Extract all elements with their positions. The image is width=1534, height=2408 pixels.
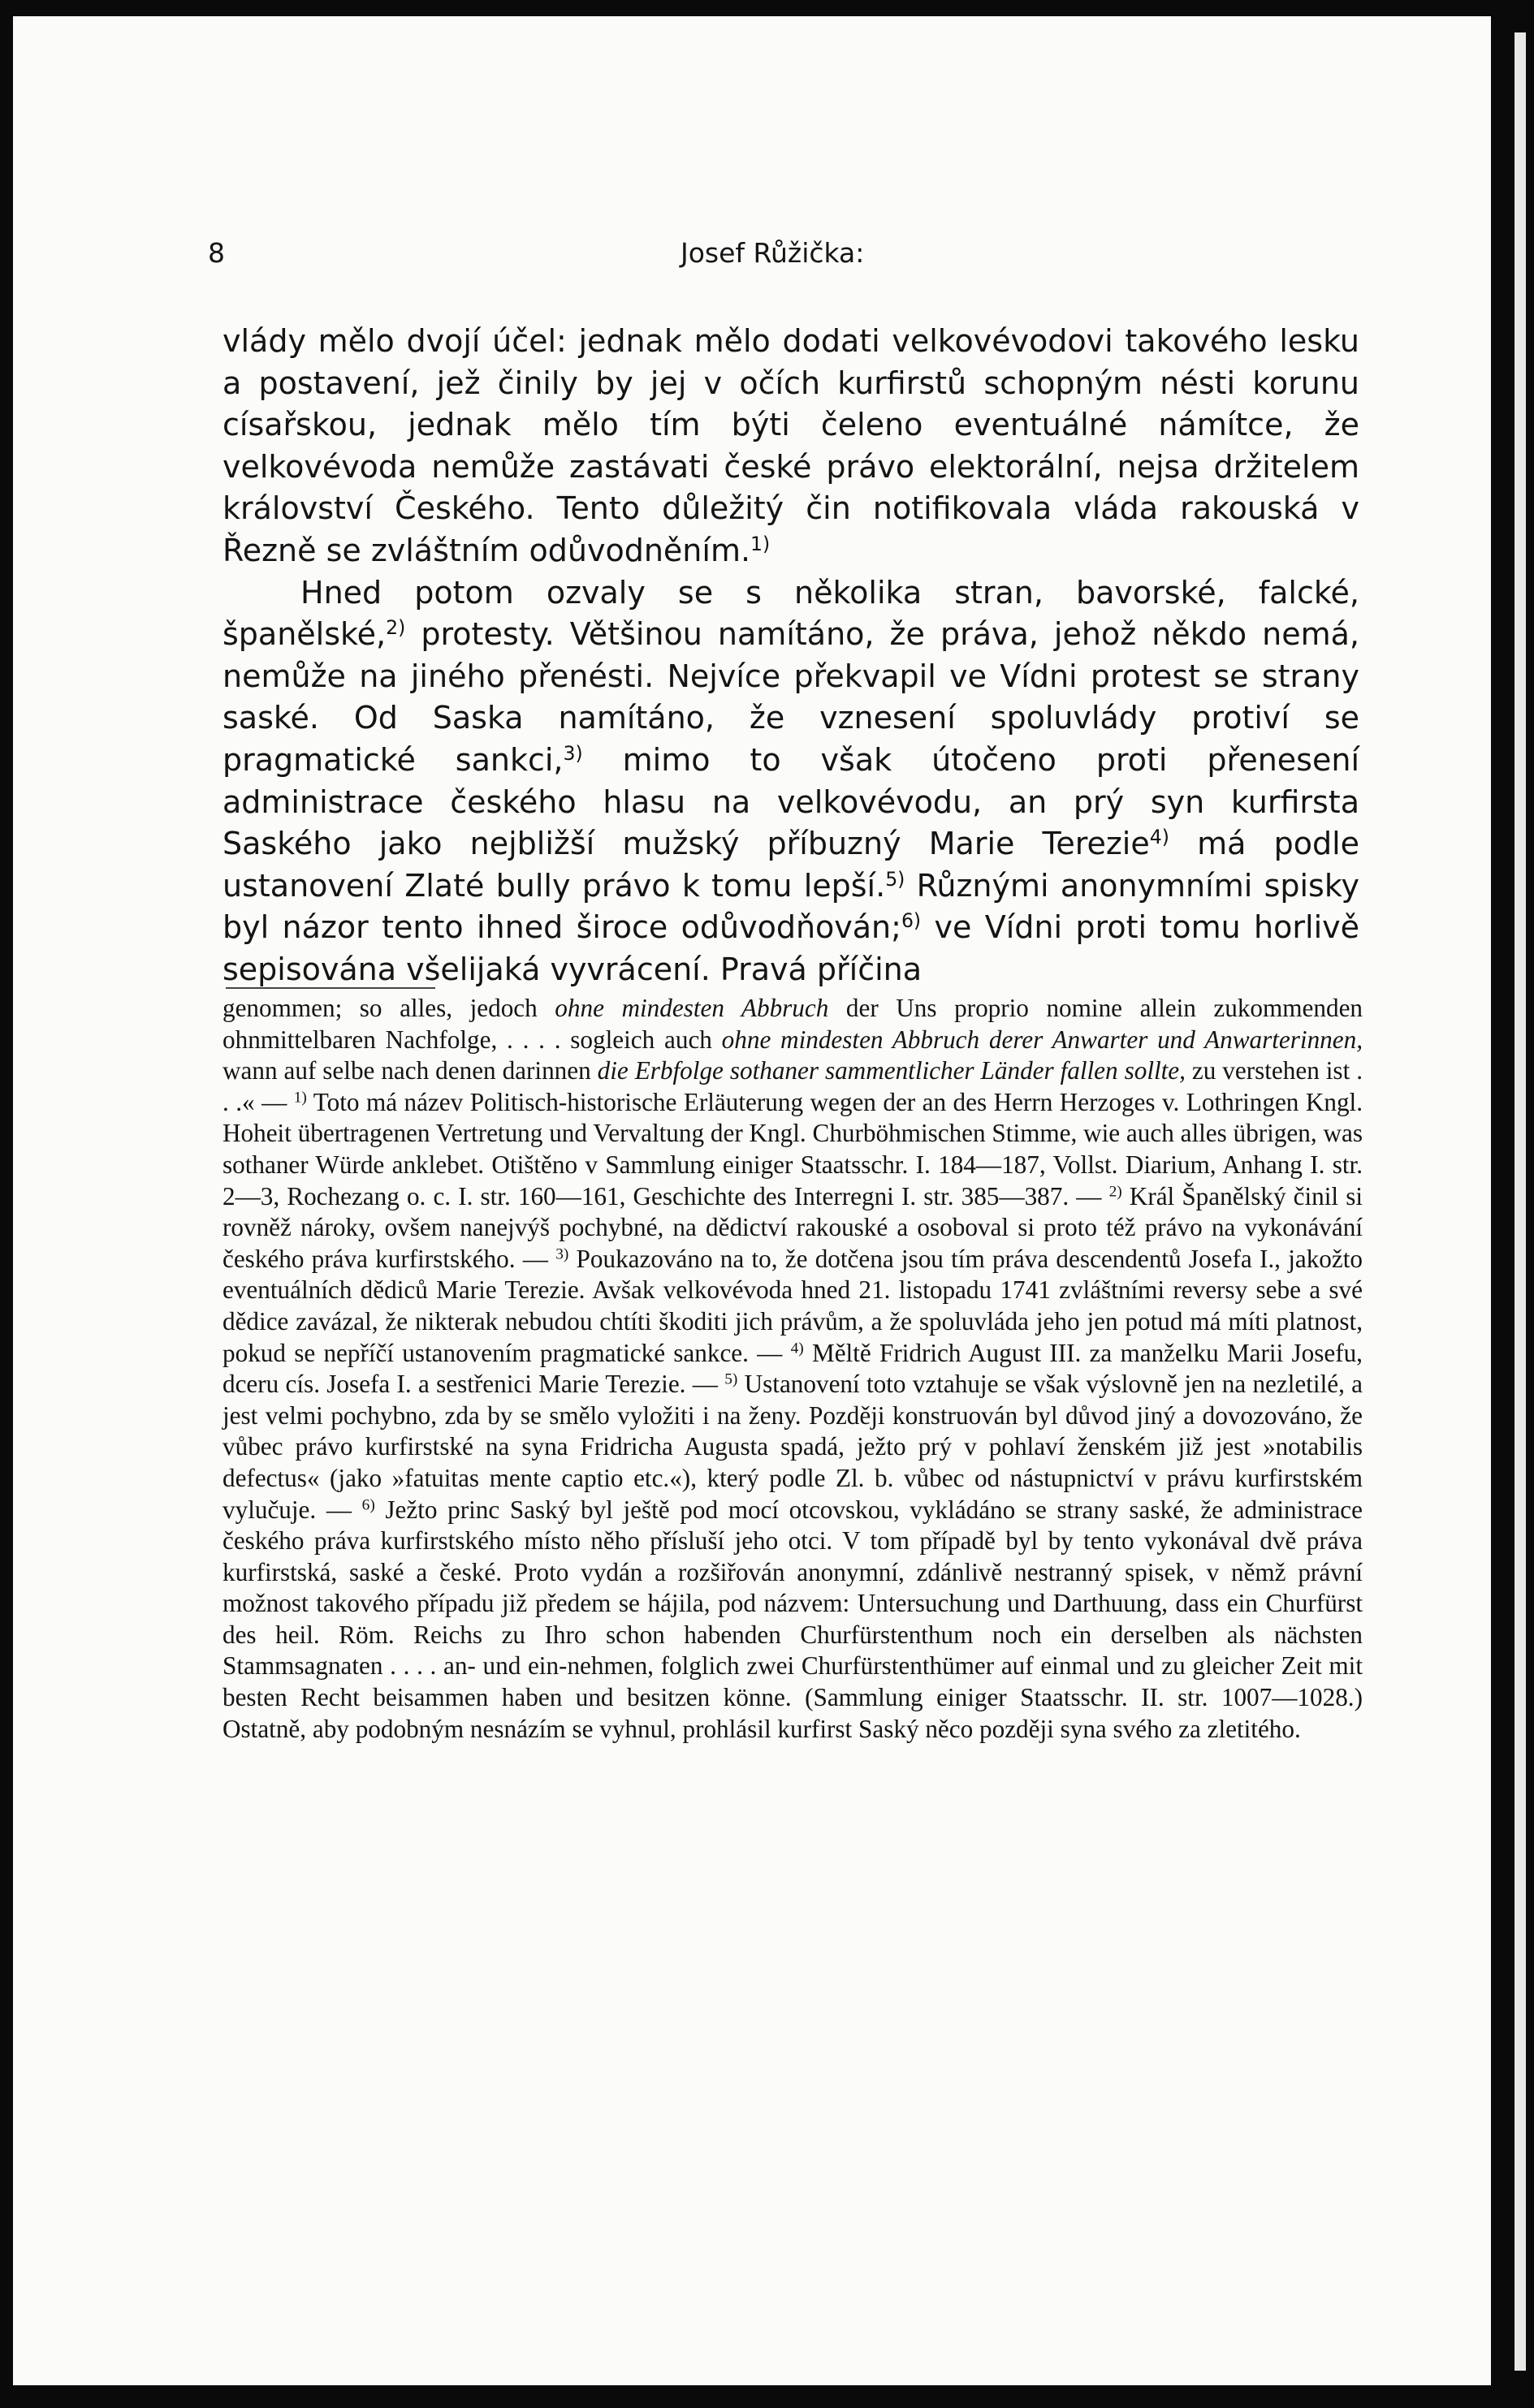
footnote-ref-5: 5) [885,867,905,891]
scan-edge-bar [1515,32,1526,2371]
footnote-6-mark: 6) [361,1495,375,1513]
footnote-ref-2: 2) [386,616,406,640]
page-number: 8 [208,237,225,269]
footnote-ref-6: 6) [901,909,922,933]
book-page [13,16,1491,2385]
footnotes-text: genommen; so alles, jedoch ohne mindesten Abbruch der Uns proprio nomine allein zukommenden ohnmittelbaren Nachfolge, . . . . sogleich auch ohne mindesten Abbruch derer Anwarter und Anwarterinnen, wann auf selbe nach denen darinnen die Erbfolge sothaner sammentlicher Länder fallen sollte, zu verstehen ist . . .« — $^{1)}$ Toto má název Politisch-historische Erläuterung wegen der an des Herrn Herzoges v. Lothringen Kngl. Hoheit übertragenen Vertretung und Vervaltung der Kngl. Churböhmischen Stimme, wie auch alles übrigen, was sothaner Würde anklebet. Otištěno v Sammlung einiger Staatsschr. I. 184—187, Vollst. Diarium, Anhang I. str. 2—3, Rochezang o. c. I. str. 160—161, Geschichte des Interregni I. str. 385—387. — $^{2)}$ Král Španělský činil si rovněž nároky, ovšem nanejvýš pochybné, na dědictví rakouské a osoboval si proto též právo na vykonávání českého práva kurfirstského. — $^{3)}$ Poukazováno na to, že dotčena jsou tím práva descendentů Josefa I., jakožto eventuálních dědiců Marie Terezie. Avšak velkovévoda hned 21. listopadu 1741 zvláštními reversy sebe a své dědice zavázal, že nikterak nebudou chtíti škoditi jich právům, a že spoluvláda jeho jen potud má míti platnost, pokud se nepříčí ustanovením pragmatické sankce. — $^{4)}$ Měltě Fridrich August III. za manželku Marii Josefu, dceru cís. Josefa I. a sestřenici Marie Terezie. — $^{5)}$ Ustanovení toto vztahuje se však výslovně jen na nezletilé, a jest velmi pochybno, zda by se smělo vyložiti i na ženy. Později konstruován byl důvod jiný a dovozováno, že vůbec právo kurfirstské na syna Fridricha Augusta spadá, ježto prý v pohlaví ženském již jest »notabilis defectus« (jako »fatuitas mente captio etc.«), který podle Zl. b. vůbec od nástupnictví v právu kurfirstském vylučuje. — $^{6)}$ Ježto princ Saský byl ještě pod mocí otcovskou, vykládáno se strany saské, že administrace českého práva kurfirstského místo něho přísluší jeho otci. V tom případě byl by tento vykonával dvě práva kurfirstská, saské a české. Proto vydán a rozšiřován anonymní, zdánlivě nestranný spisek, v němž právní možnost takového případu již předem se hájila, pod názvem: Untersuchung und Darthuung, dass ein Churfürst des heil. Röm. Reichs zu Ihro schon habenden Churfürstenthum noch ein derselben als nächsten Stammsagnaten . . . . an- und ein-nehmen, folglich zwei Churfürstenthümer auf einmal und zu gleicher Zeit mit besten Recht beisammen haben und besitzen könne. (Sammlung einiger Staatsschr. II. str. 1007—1028.) Ostatně, aby podobným nesnázím se vyhnul, prohlásil kurfirst Saský něco později syna svého za zletitého. [223,994,1363,1743]
footnote-3-mark: 3) [555,1245,569,1263]
footnote-1-mark: 1) [293,1089,307,1107]
footnote-divider [226,987,435,989]
footnote-4-mark: 4) [790,1339,804,1357]
paragraph-1: vlády mělo dvojí účel: jednak mělo dodati velkovévodovi takového lesku a postavení, jež činily by jej v očích kurfirstů schopným nésti korunu císařskou, jednak mělo tím býti čeleno eventuálné námítce, že velkovévoda nemůže zastávati české právo elektorální, nejsa držitelem království Českého. Tento důležitý čin notifikovala vláda rakouská v Řezně se zvláštním odůvodněním.$^{1)}$ [223,323,1359,568]
running-title: Josef Růžička: [681,237,865,269]
footnote-ref-3: 3) [563,741,583,765]
scan-edge [1506,0,1534,2408]
footnote-ref-1: 1) [750,533,771,556]
footnote-5-mark: 5) [724,1370,738,1388]
footnotes [223,993,1363,1745]
footnote-ref-4: 4) [1149,826,1169,849]
paragraph-2: Hned potom ozvaly se s několika stran, bavorské, falcké, španělské,$^{2)}$ protesty. Většinou namítáno, že práva, jehož někdo nemá, nemůže na jiného přenésti. Nejvíce překvapil ve Vídni protest se strany saské. Od Saska namítáno, že vznesení spoluvlády protiví se pragmatické sankci,$^{3)}$ mimo to však útočeno proti přenesení administrace českého hlasu na velkovévodu, an prý syn kurfirsta Saského jako nejbližší mužský příbuzný Marie Terezie$^{4)}$ má podle ustanovení Zlaté bully právo k tomu lepší.$^{5)}$ Různými anonymními spisky byl názor tento ihned široce odůvodňován;$^{6)}$ ve Vídni proti tomu horlivě sepisována všelijaká vyvrácení. Pravá příčina [223,574,1360,987]
footnote-2-mark: 2) [1108,1182,1122,1200]
running-head [208,237,1361,273]
main-text [223,321,1359,991]
